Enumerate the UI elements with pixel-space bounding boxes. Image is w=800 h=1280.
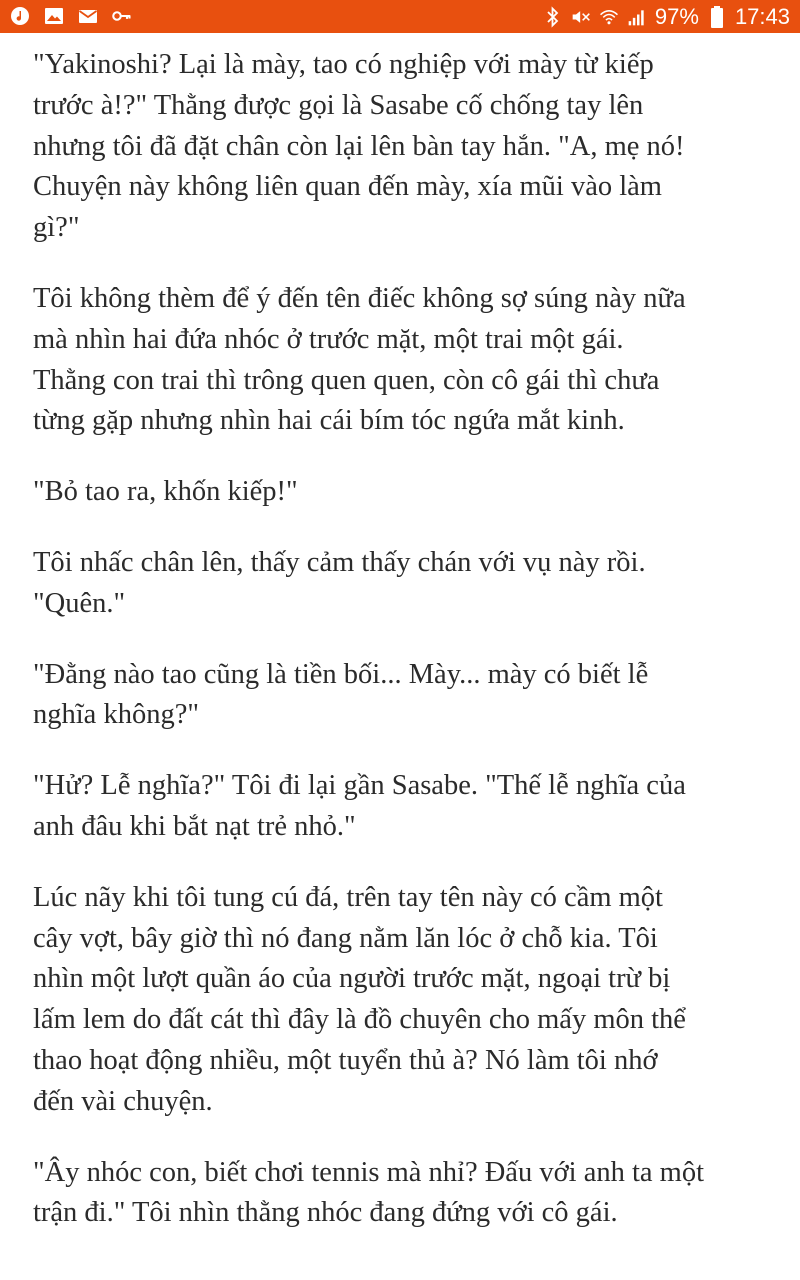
paragraph: "Bỏ tao ra, khốn kiếp!" [33,476,298,508]
wifi-icon [599,7,619,27]
status-bar [0,0,800,33]
battery-percent: 97% [654,4,699,29]
paragraph: "Hử? Lễ nghĩa?" Tôi đi lại gần Sasabe. "Thế lễ nghĩa của anh đâu khi bắt nạt trẻ nhỏ." [33,770,686,842]
signal-icon [627,7,647,27]
paragraph: Tôi nhấc chân lên, thấy cảm thấy chán với vụ này rồi. "Quên." [33,546,646,619]
paragraph: Lúc nãy khi tôi tung cú đá, trên tay tên này có cầm một cây vợt, bây giờ thì nó đang nằm lăn lóc ở chỗ kia. Tôi nhìn một lượt quần áo của người trước mặt, ngoại trừ bị lấm lem do đất cát thì đây là đồ chuyên cho mấy môn thể thao hoạt động nhiều, một tuyển thủ à? Nó làm tôi nhớ đến vài chuyện. [33,881,686,1117]
paragraph: "Đằng nào tao cũng là tiền bối... Mày... mày có biết lễ nghĩa không?" [33,658,649,731]
music-notification-icon [10,6,30,26]
image-notification-icon [44,6,64,26]
notification-icons [10,6,132,26]
battery-icon [707,7,727,27]
clock: 17:43 [734,4,790,29]
system-status [543,0,790,33]
paragraph: "Yakinoshi? Lại là mày, tao có nghiệp với mày từ kiếp trước à!?" Thằng được gọi là Sasabe cố chống tay lên nhưng tôi đã đặt chân còn lại lên bàn tay hắn. "A, mẹ nó! Chuyện này không liên quan đến mày, xía mũi vào làm gì?" [33,49,685,244]
paragraph: Tôi không thèm để ý đến tên điếc không sợ súng này nữa mà nhìn hai đứa nhóc ở trước mặt, một trai một gái. Thằng con trai thì trông quen quen, còn cô gái thì chưa từng gặp nhưng nhìn hai cái bím tóc ngứa mắt kinh. [33,282,686,437]
key-notification-icon [112,6,132,26]
reader-content[interactable] [33,45,769,1264]
bluetooth-icon [543,7,563,27]
mail-notification-icon [78,6,98,26]
vibrate-mute-icon [571,7,591,27]
paragraph: "Ây nhóc con, biết chơi tennis mà nhỉ? Đấu với anh ta một trận đi." Tôi nhìn thằng nhóc đang đứng với cô gái. [33,1156,705,1229]
